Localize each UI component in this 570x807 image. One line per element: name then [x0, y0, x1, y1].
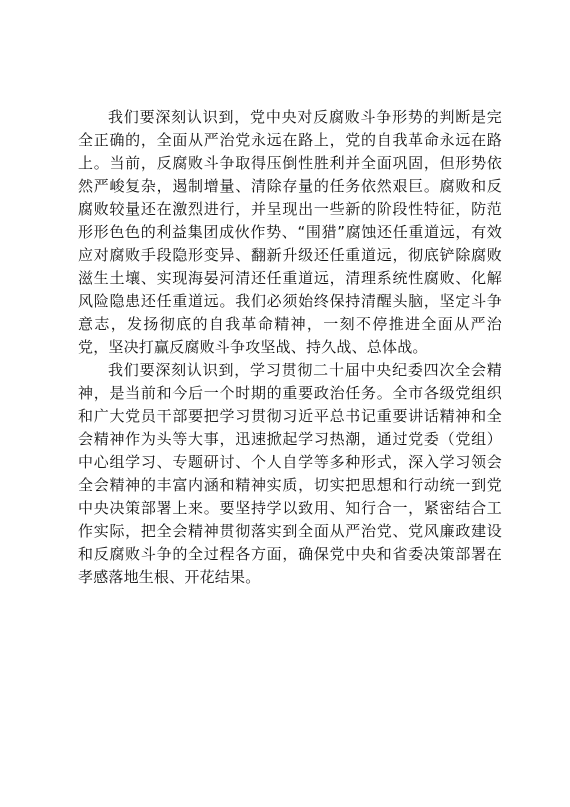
paragraph-1: 我们要深刻认识到，党中央对反腐败斗争形势的判断是完全正确的，全面从严治党永远在路上，党的自我革命永远在路上。当前，反腐败斗争取得压倒性胜利并全面巩固，但形势依然严峻复杂，遏制增量、清除存量的任务依然艰巨。腐败和反腐败较量还在激烈进行，并呈现出一些新的阶段性特征，防范形形色色的利益集团成伙作势、“围猎”腐蚀还任重道远，有效应对腐败手段隐形变异、翻新升级还任重道远，彻底铲除腐败滋生土壤、实现海晏河清还任重道远，清理系统性腐败、化解风险隐患还任重道远。我们必须始终保持清醒头脑，坚定斗争意志，发扬彻底的自我革命精神，一刻不停推进全面从严治党，坚决打赢反腐败斗争攻坚战、持久战、总体战。 — [78, 108, 502, 356]
document-body — [78, 106, 502, 589]
paragraph-2: 我们要深刻认识到，学习贯彻二十届中央纪委四次全会精神，是当前和今后一个时期的重要政治任务。全市各级党组织和广大党员干部要把学习贯彻习近平总书记重要讲话精神和全会精神作为头等大事，迅速掀起学习热潮，通过党委（党组）中心组学习、专题研讨、个人自学等多种形式，深入学习领会全会精神的丰富内涵和精神实质，切实把思想和行动统一到党中央决策部署上来。要坚持学以致用、知行合一，紧密结合工作实际，把全会精神贯彻落实到全面从严治党、党风廉政建设和反腐败斗争的全过程各方面，确保党中央和省委决策部署在孝感落地生根、开花结果。 — [78, 361, 502, 586]
